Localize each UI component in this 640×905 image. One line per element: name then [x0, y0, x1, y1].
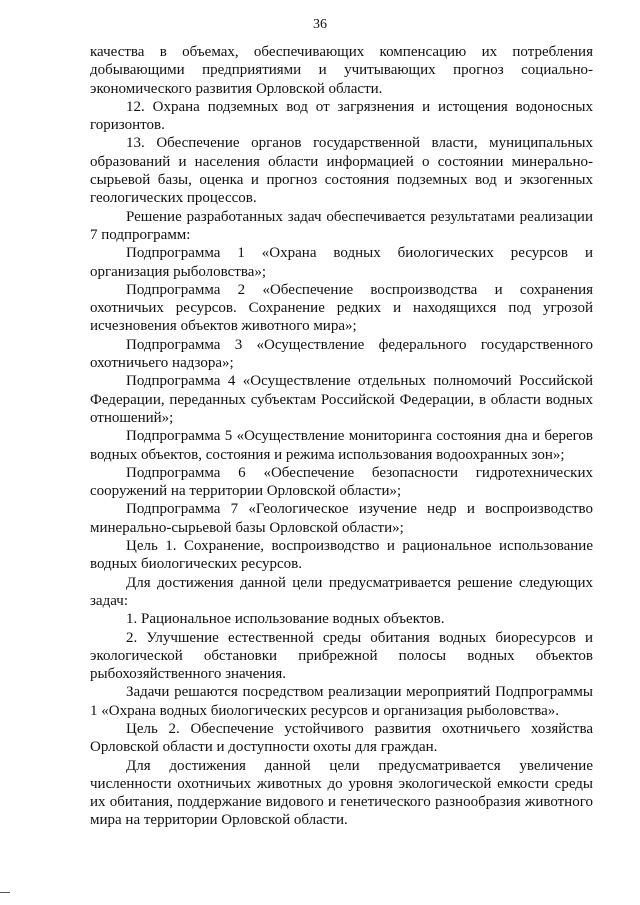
paragraph-7: Подпрограмма 3 «Осуществление федерального государственного охотничьего надзора»;: [90, 336, 593, 372]
paragraph-15: 2. Улучшение естественной среды обитания водных биоресурсов и экологической обстановки прибрежной полосы водных объектов рыбохозяйственного значения.: [90, 629, 593, 683]
paragraph-6: Подпрограмма 2 «Обеспечение воспроизводства и сохранения охотничьих ресурсов. Сохранение редких и находящихся под угрозой исчезновения объектов животного мира»;: [90, 281, 593, 335]
paragraph-18: Для достижения данной цели предусматривается увеличение численности охотничьих животных до уровня экологической емкости среды их обитания, поддержание видового и генетического разнообразия животного мира на территории Орловской области.: [90, 757, 593, 829]
paragraph-8: Подпрограмма 4 «Осуществление отдельных полномочий Российской Федерации, переданных субъектам Российской Федерации, в области водных отношений»;: [90, 373, 593, 426]
paragraph-2: 12. Охрана подземных вод от загрязнения и истощения водоносных горизонтов.: [90, 98, 593, 134]
body-text: [90, 43, 593, 830]
paragraph-10: Подпрограмма 6 «Обеспечение безопасности гидротехнических сооружений на территории Орловской области»;: [90, 464, 593, 500]
paragraph-11: Подпрограмма 7 «Геологическое изучение недр и воспроизводство минерально-сырьевой базы Орловской области»;: [90, 501, 593, 536]
paragraph-17: Цель 2. Обеспечение устойчивого развития охотничьего хозяйства Орловской области и доступности охоты для граждан.: [90, 720, 593, 756]
paragraph-1: качества в объемах, обеспечивающих компенсацию их потребления добывающими предприятиями и учитывающих прогноз социально-экономического развития Орловской области.: [90, 44, 593, 97]
paragraph-16: Задачи решаются посредством реализации мероприятий Подпрограммы 1 «Охрана водных биологических ресурсов и организация рыболовства».: [90, 684, 593, 719]
paragraph-13: Для достижения данной цели предусматривается решение следующих задач:: [90, 574, 593, 609]
paragraph-14: 1. Рациональное использование водных объектов.: [126, 611, 445, 628]
scan-edge-mark: [0, 892, 10, 893]
paragraph-3: 13. Обеспечение органов государственной власти, муниципальных образований и населения области информацией о состоянии минерально-сырьевой базы, оценка и прогноз состояния подземных вод и экзогенных геологических процессов.: [90, 135, 593, 207]
paragraph-9: Подпрограмма 5 «Осуществление мониторинга состояния дна и берегов водных объектов, состояния и режима использования водоохранных зон»;: [90, 428, 593, 463]
paragraph-5: Подпрограмма 1 «Охрана водных биологических ресурсов и организация рыболовства»;: [90, 245, 593, 280]
page-number: 36: [313, 17, 327, 32]
paragraph-12: Цель 1. Сохранение, воспроизводство и рациональное использование водных биологических ресурсов.: [90, 538, 593, 573]
paragraph-4: Решение разработанных задач обеспечивается результатами реализации 7 подпрограмм:: [90, 208, 593, 243]
